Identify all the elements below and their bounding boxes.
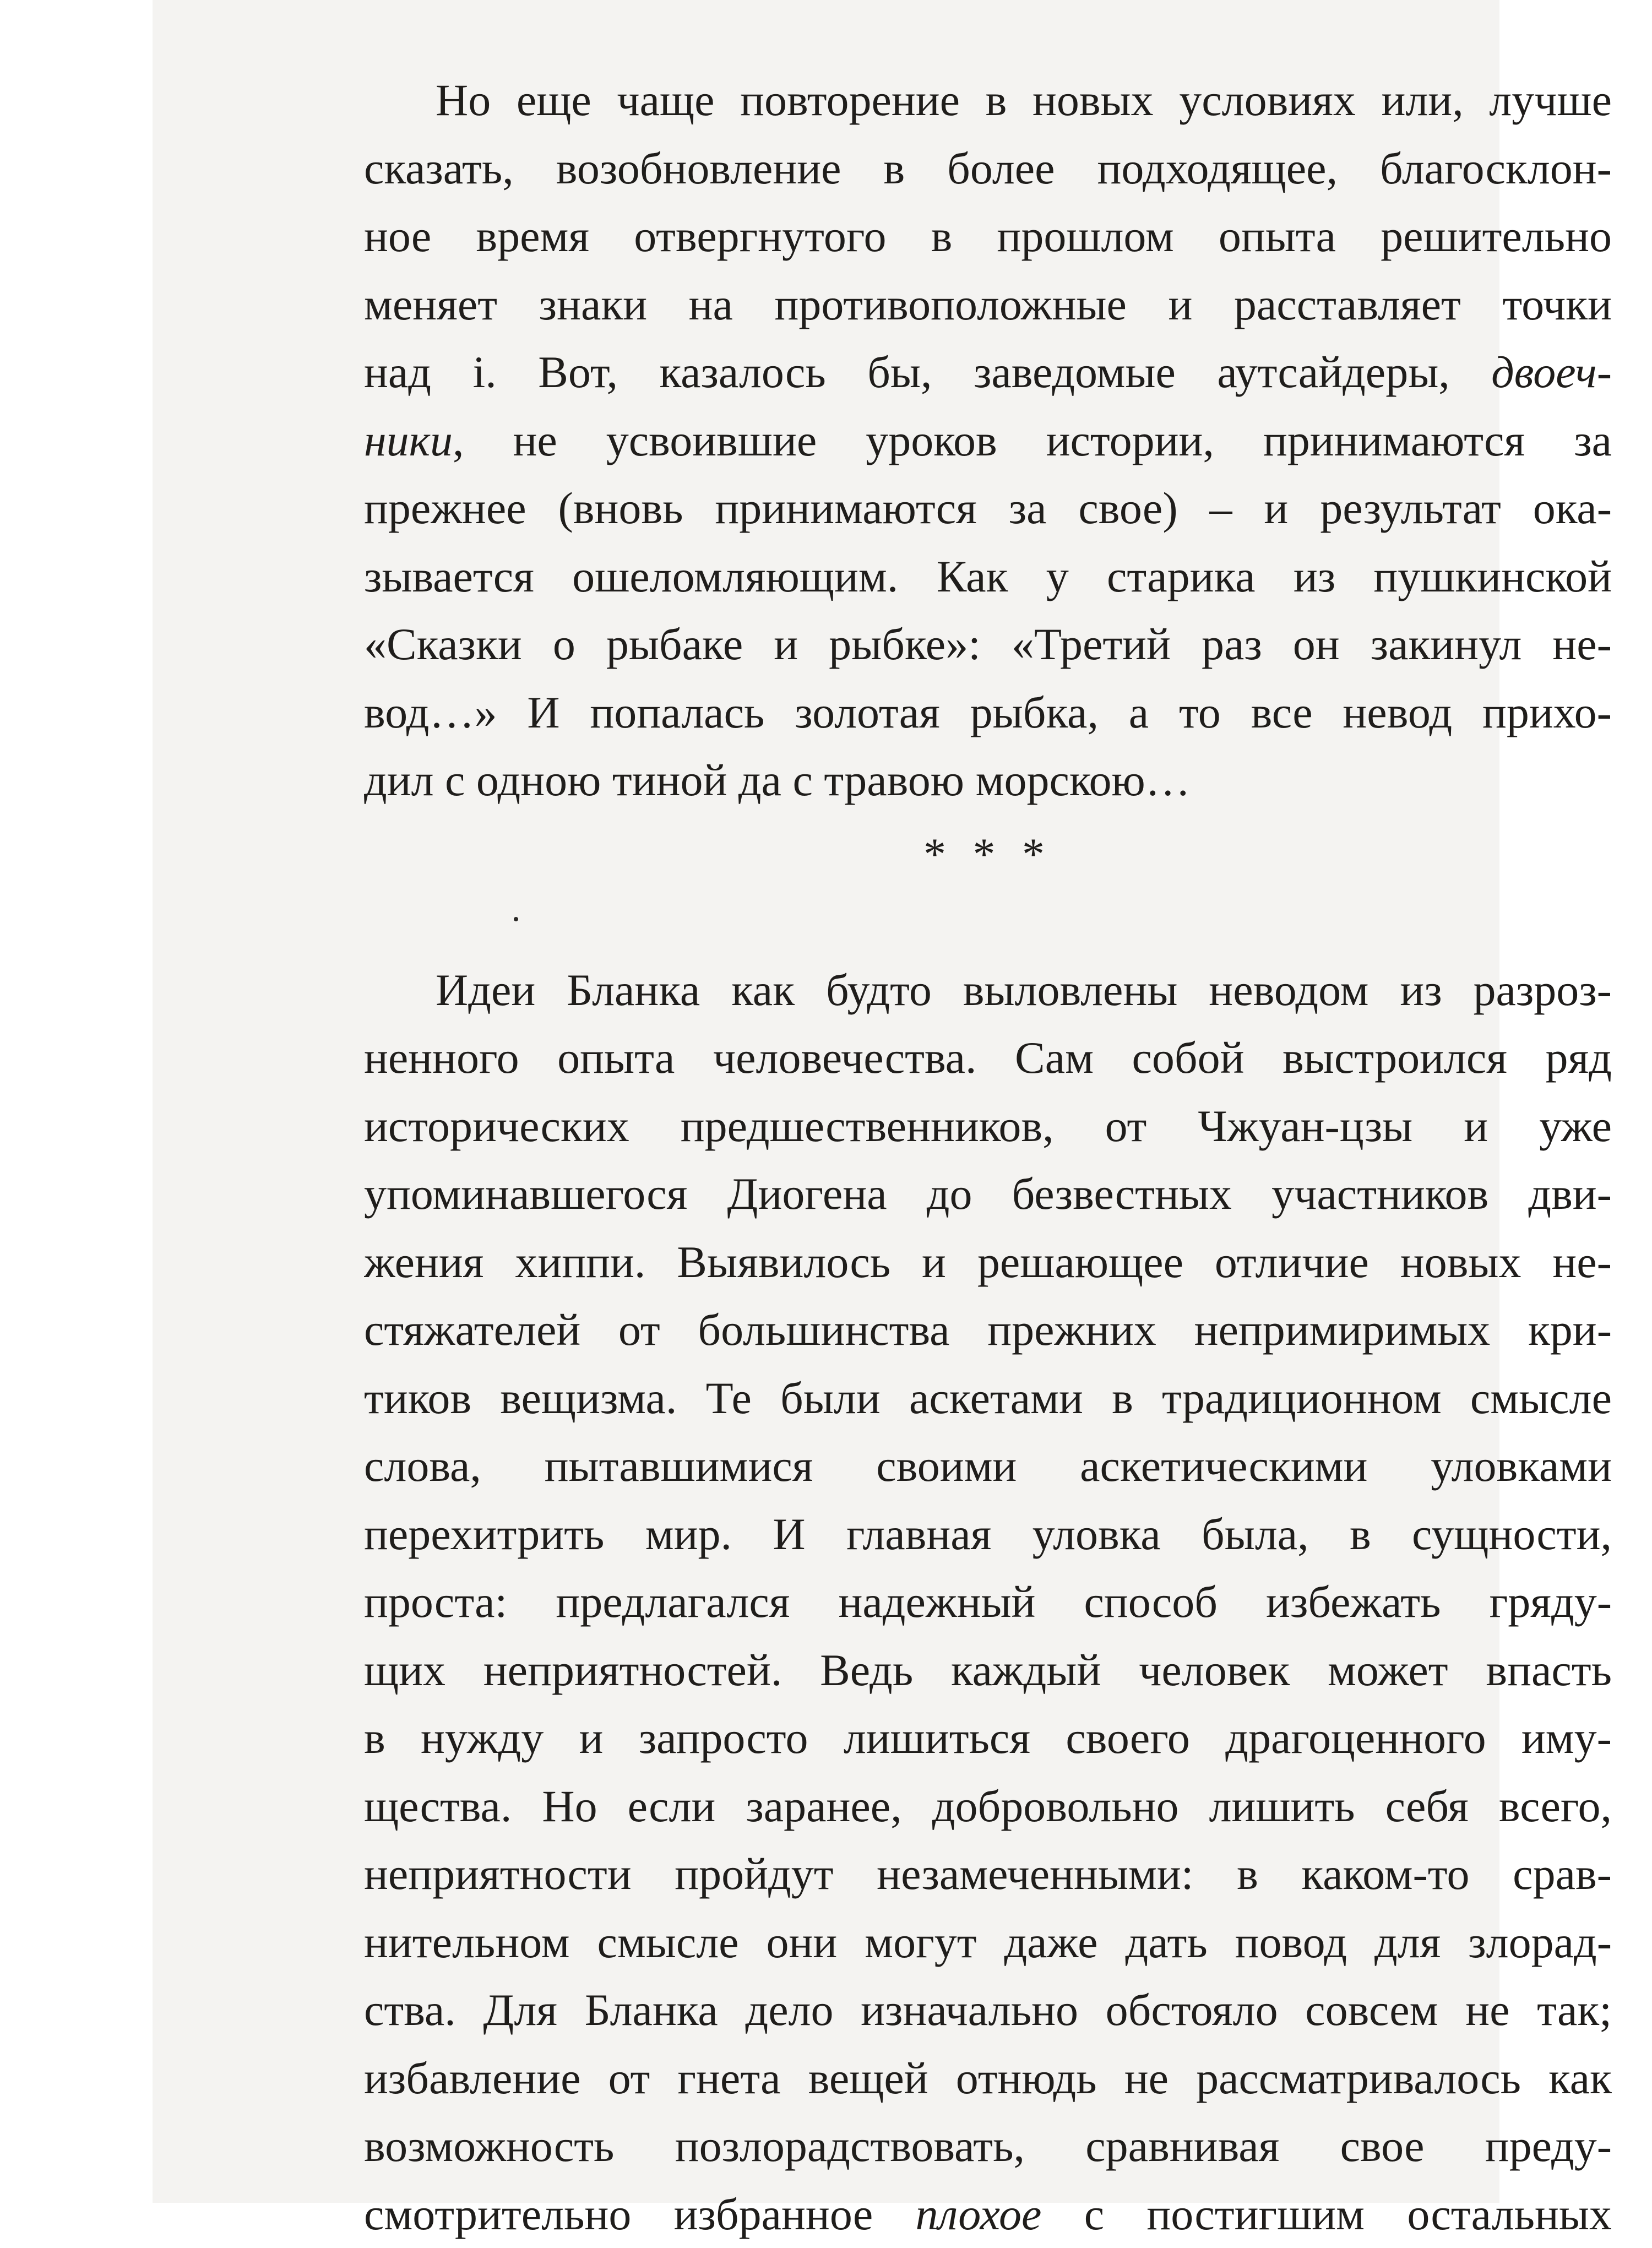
text-line: смотрительно избранное плохое с постигшим остальных <box>364 2180 1612 2248</box>
text-line: тиков вещизма. Те были аскетами в традиционном смысле <box>364 1364 1612 1432</box>
section-separator: * * * <box>364 815 1612 888</box>
text-line: ства. Для Бланка дело изначально обстояло совсем не так; <box>364 1976 1612 2044</box>
text-line: слова, пытавшимися своими аскетическими уловками <box>364 1432 1612 1500</box>
text-line: ненного опыта человечества. Сам собой выстроился ряд <box>364 1024 1612 1092</box>
text-line: нительном смысле они могут даже дать повод для злорад- <box>364 1908 1612 1976</box>
text-line: ное время отвергнутого в прошлом опыта решительно <box>364 202 1612 270</box>
text-line: меняет знаки на противоположные и расставляет точки <box>364 270 1612 339</box>
text-line: сказать, возобновление в более подходящее, благосклон- <box>364 134 1612 203</box>
italic-text: двоеч- <box>1491 347 1612 397</box>
text-line: Но еще чаще повторение в новых условиях или, лучше <box>364 66 1612 134</box>
text-line: перехитрить мир. И главная уловка была, в сущности, <box>364 1500 1612 1568</box>
text-line: над i. Вот, казалось бы, заведомые аутсайдеры, двоеч- <box>364 338 1612 406</box>
text-line: неприятности пройдут незамеченными: в каком-то срав- <box>364 1840 1612 1908</box>
text-line: прежнее (вновь принимаются за свое) – и результат ока- <box>364 474 1612 542</box>
text-line: проста: предлагался надежный способ избежать гряду- <box>364 1568 1612 1636</box>
paragraph-2 <box>364 956 1612 2248</box>
text-line: исторических предшественников, от Чжуан-цзы и уже <box>364 1092 1612 1160</box>
text-line: ники, не усвоившие уроков истории, принимаются за <box>364 406 1612 475</box>
print-speck <box>514 917 518 921</box>
italic-text: плохое <box>916 2189 1042 2239</box>
page-text <box>364 66 1612 2248</box>
text-line: возможность позлорадствовать, сравнивая свое преду- <box>364 2112 1612 2180</box>
italic-text: ники <box>364 415 453 465</box>
text-line: Идеи Бланка как будто выловлены неводом из разроз- <box>364 956 1612 1024</box>
text-line: щества. Но если заранее, добровольно лишить себя всего, <box>364 1772 1612 1840</box>
text-line: стяжателей от большинства прежних непримиримых кри- <box>364 1296 1612 1364</box>
text-line: упоминавшегося Диогена до безвестных участников дви- <box>364 1160 1612 1228</box>
text-line: в нужду и запросто лишиться своего драгоценного иму- <box>364 1704 1612 1772</box>
text-line: избавление от гнета вещей отнюдь не рассматривалось как <box>364 2044 1612 2113</box>
text-line: дил с одною тиной да с травою морскою… <box>364 746 1612 815</box>
text-line: жения хиппи. Выявилось и решающее отличие новых не- <box>364 1228 1612 1296</box>
text-line: зывается ошеломляющим. Как у старика из пушкинской <box>364 542 1612 611</box>
text-line: щих неприятностей. Ведь каждый человек может впасть <box>364 1636 1612 1704</box>
text-line: «Сказки о рыбаке и рыбке»: «Третий раз он закинул не- <box>364 610 1612 678</box>
text-line: вод…» И попалась золотая рыбка, а то все невод прихо- <box>364 678 1612 747</box>
paragraph-1 <box>364 66 1612 815</box>
book-page <box>153 0 1499 2203</box>
